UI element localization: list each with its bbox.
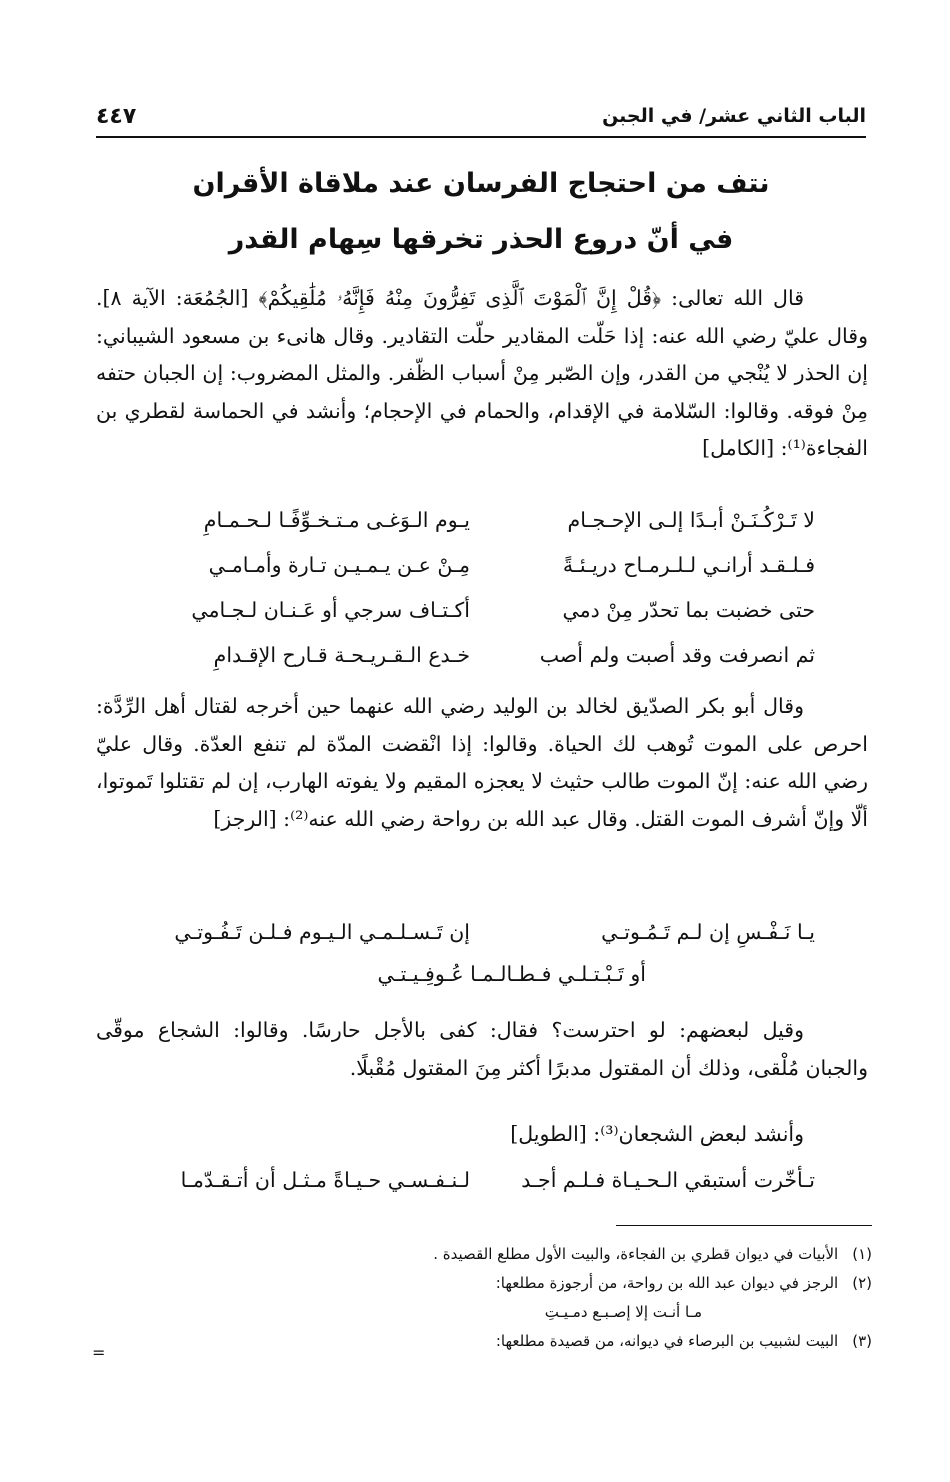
verse-line [150, 910, 815, 955]
verse-first-hemistich: فـلـقـد أرانـي لـلـرمـاح دريـئـةً [562, 553, 815, 577]
paragraph-1-text: قال الله تعالى: ﴿قُلْ إِنَّ ٱلْمَوْتَ ٱلَّذِى تَفِرُّونَ مِنْهُ فَإِنَّهُۥ مُلَٰقِيكُمْ﴾ [الجُمُعَة: الآية ٨]. وقال عليّ رضي الله عنه: إذا حَلّت المقادير حلّت التقادير. وقال هانىء بن مسعود الشيباني: إن الحذر لا يُنْجي من القدر، وإن الصّبر مِنْ أسباب الظّفر. والمثل المضروب: إن الجبان حتفه مِنْ فوقه. وقالوا: السّلامة في الإقدام، والحمام في الإحجام؛ وأنشد في الحماسة لقطري بن الفجاءة⁽¹⁾: [الكامل] [96, 286, 868, 460]
poem-al-tawil [150, 1158, 815, 1203]
footnote-1 [96, 1240, 872, 1269]
footnote-number: (١) [852, 1245, 872, 1263]
margin-mark: = [92, 1343, 106, 1362]
paragraph-3-text: وقيل لبعضهم: لو احترست؟ فقال: كفى بالأجل حارسًا. وقالوا: الشجاع موقّى والجبان مُلْقى، وذلك أن المقتول مدبرًا أكثر مِنَ المقتول مُقْبلًا. [96, 1018, 868, 1080]
paragraph-4 [96, 1116, 868, 1154]
verse-line [150, 498, 815, 543]
verse-line [150, 543, 815, 588]
verse-second-hemistich: يـوم الـوَغـى مـتـخـوِّفًـا لـحـمـامِ [203, 508, 470, 532]
footnote-2 [96, 1269, 872, 1298]
poem-al-kamil [150, 498, 815, 678]
paragraph-3 [96, 1012, 868, 1087]
footnote-text: الرجز في ديوان عبد الله بن رواحة، من أرجوزة مطلعها: [495, 1274, 839, 1292]
footnote-verse: مـا أنـت إلا إصـبـع دمـيـتِ [544, 1303, 702, 1321]
verse-line [150, 588, 815, 633]
footnote-3 [96, 1327, 872, 1356]
footnote-number: (٢) [852, 1274, 872, 1292]
paragraph-2 [96, 688, 868, 838]
verse-single-line: أو تَـبْـتـلـي فـطـالـمـا عُـوفِـيـتـي [377, 962, 646, 986]
verse-line [150, 1158, 815, 1203]
chapter-title: الباب الثاني عشر/ في الجبن [602, 105, 866, 127]
verse-second-hemistich: مِـنْ عـن يـمـيـن تـارة وأمـامـي [208, 553, 470, 577]
verse-first-hemistich: ثم انصرفت وقد أصبت ولم أصب [539, 643, 815, 667]
paragraph-1 [96, 280, 868, 468]
section-heading: نتف من احتجاج الفرسان عند ملاقاة الأقران [192, 168, 770, 199]
verse-second-hemistich: لـنـفـسـي حـيـاةً مـثـل أن أتـقـدّمـا [180, 1168, 470, 1192]
footnote-text: الأبيات في ديوان قطري بن الفجاءة، والبيت الأول مطلع القصيدة . [433, 1245, 839, 1263]
footnote-text: البيت لشبيب بن البرصاء في ديوانه، من قصيدة مطلعها: [495, 1332, 839, 1350]
page-number: ٤٤٧ [96, 103, 137, 129]
verse-first-hemistich: حتى خضبت بما تحدّر مِنْ دمي [562, 598, 815, 622]
footnote-number: (٣) [852, 1332, 872, 1350]
verse-first-hemistich: لا تَـرْكُـنَـنْ أبـدًا إلـى الإحـجـام [567, 508, 815, 532]
paragraph-4-text: وأنشد لبعض الشجعان⁽³⁾: [الطويل] [510, 1122, 804, 1146]
verse-second-hemistich: أكـتـاف سرجي أو عَـنـان لـجـامي [191, 598, 470, 622]
verse-second-hemistich: خـدع الـقـريـحـة قـارح الإقـدامِ [213, 643, 470, 667]
running-header [96, 96, 866, 138]
footnotes [96, 1240, 872, 1356]
poem-al-rajaz [150, 910, 815, 955]
paragraph-2-text: وقال أبو بكر الصدّيق لخالد بن الوليد رضي الله عنهما حين أخرجه لقتال أهل الرِّدَّة: احرص على الموت تُوهب لك الحياة. وقالوا: إذا انْقضت المدّة لم تنفع العدّة. وقال عليّ رضي الله عنه: إنّ الموت طالب حثيث لا يعجزه المقيم ولا يفوته الهارب، إن لم تقتلوا تَموتوا، ألّا وإنّ أشرف الموت القتل. وقال عبد الله بن رواحة رضي الله عنه⁽²⁾: [الرجز] [96, 694, 868, 831]
verse-line [150, 633, 815, 678]
verse-first-hemistich: يـا نَـفْـسِ إن لـم تَـمُـوتـي [601, 920, 815, 944]
verse-second-hemistich: إن تَـسـلـمـي الـيـوم فـلـن تَـفُـوتـي [174, 920, 470, 944]
section-subheading: في أنّ دروع الحذر تخرقها سِهام القدر [228, 224, 734, 255]
verse-first-hemistich: تـأخّرت أستبقي الـحـيـاة فـلـم أجـد [521, 1168, 815, 1192]
footnote-separator [616, 1225, 872, 1226]
